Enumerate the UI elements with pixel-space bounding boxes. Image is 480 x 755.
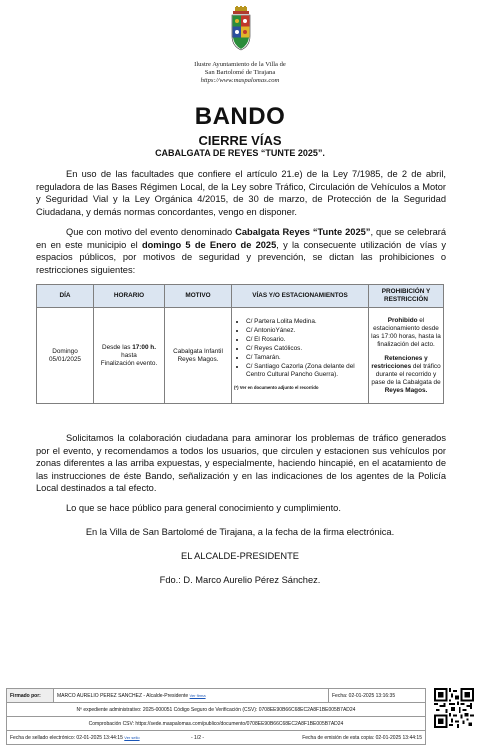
municipality-name: Ilustre Ayuntamiento de la Villa de	[194, 61, 286, 68]
municipal-crest-icon	[226, 6, 256, 52]
page-number: - 1/2 -	[190, 734, 205, 741]
list-item: • C/ Reyes Católicos.	[246, 345, 366, 353]
cell-motivo: Cabalgata Infantil Reyes Magos.	[165, 308, 232, 404]
expediente-csv: Nº expediente administrativo: 2025-000051 Código Seguro de Verificación (CSV): 0708EE90B66C68EC2A8F1BE005B7AD24	[7, 703, 426, 717]
table-row	[7, 717, 426, 731]
vias-note: (*) Ver en documento adjunto el recorrido	[234, 385, 319, 390]
copy-date: Fecha de emisión de esta copia: 02-01-2025 13:44:15	[302, 734, 422, 741]
place-date-line: En la Villa de San Bartolomé de Tirajana, a la fecha de la firma electrónica.	[85, 527, 395, 537]
list-item: • C/ Tamarán.	[246, 354, 366, 362]
paragraph-event: Que con motivo del evento denominado Cabalgata Reyes “Tunte 2025”, que se celebrará en en este municipio el domingo 5 de Enero de 2025, y la consecuente utilización de vías y espacios públicos, por motivos de seguridad y prevención, se dictan las prohibiciones o restricciones siguientes:	[36, 227, 447, 275]
header-restriccion: PROHIBICIÓN Y RESTRICCIÓN	[369, 285, 444, 308]
csv-check-link[interactable]: Comprobación CSV: https://sede.maspalomas.com/publico/documento/0708EE90B66C68EC2A8F1BE005B7AD24	[7, 717, 426, 731]
table-row	[37, 308, 444, 404]
document-title: BANDO	[194, 103, 286, 130]
electronic-signature-footer	[6, 688, 474, 750]
cell-restriction: Prohibido el estacionamiento desde las 17:00 horas, hasta la finalización del acto. Retenciones y restricciones del tráfico durante el recorrido y pase de la Cabalgata de Reyes Magos.	[369, 308, 444, 404]
table-row	[7, 689, 426, 703]
header-horario: HORARIO	[94, 285, 165, 308]
signer-role: EL ALCALDE-PRESIDENTE	[181, 551, 299, 561]
ver-firma-link[interactable]: Ver firma	[189, 692, 206, 698]
paragraph-public: Lo que se hace público para general conocimiento y cumplimiento.	[66, 503, 341, 513]
cell-day: Domingo 05/01/2025	[37, 308, 94, 404]
ver-sello-link[interactable]: Ver sello	[124, 734, 140, 740]
website-link[interactable]: https://www.maspalomas.com	[200, 77, 280, 84]
cell-time: Desde las 17:00 h. hasta Finalización evento.	[94, 308, 165, 404]
list-item: • C/ AntonioYánez.	[246, 327, 366, 335]
qr-code-icon[interactable]	[434, 688, 474, 728]
restrictions-table	[36, 284, 444, 404]
cell-vias	[232, 308, 369, 404]
table-header-row	[37, 285, 444, 308]
paragraph-legal-basis: En uso de las facultades que confiere el artículo 21.e) de la Ley 7/1985, de 2 de abril, reguladora de las Bases Régimen Local, de la Ley sobre Tráfico, Circulación de Vehículos a Motor y Seguridad Vial y la Ley Orgánica 4/2015, de 30 de marzo, de Protección de la Seguridad Ciudadana, y demás normas concordantes, vengo en disponer.	[36, 169, 446, 217]
signed-by-label: Firmado por:	[7, 689, 54, 703]
municipality-name-2: San Bartolomé de Tirajana	[204, 69, 276, 76]
seal-date: Fecha de sellado electrónico: 02-01-2025 13:44:15	[10, 734, 123, 741]
signed-by-value: MARCO AURELIO PEREZ SANCHEZ - Alcalde-Presidente Ver firma	[54, 689, 329, 703]
event-line: CABALGATA DE REYES “TUNTE 2025”.	[155, 148, 325, 158]
list-item: • C/ Partera Lolita Medina.	[246, 318, 366, 326]
list-item: • C/ Santiago Cazorla (Zona delante del Centro Cultural Pancho Guerra).	[246, 363, 366, 379]
table-row	[7, 731, 426, 745]
signature-table	[6, 688, 426, 745]
header-vias: VÍAS Y/O ESTACIONAMIENTOS	[232, 285, 369, 308]
seal-row	[7, 731, 426, 745]
header-dia: DÍA	[37, 285, 94, 308]
list-item: • C/ El Rosario.	[246, 336, 366, 344]
signer-name: Fdo.: D. Marco Aurelio Pérez Sánchez.	[159, 575, 321, 585]
header-motivo: MOTIVO	[165, 285, 232, 308]
paragraph-collaboration: Solicitamos la colaboración ciudadana para aminorar los problemas de tráfico generados por el evento, y recomendamos a todos los usuarios, que circulen y estacionen sus vehículos por zonas diferentes a las arriba expuestas, y especialmente, haciendo hincapié, en el acatamiento de las instrucciones de éste Bando, señalización y en las indicaciones de los agentes de la Policía Local destinados a tal efecto.	[36, 433, 446, 494]
document-subtitle: CIERRE VÍAS	[198, 133, 282, 148]
table-row	[7, 703, 426, 717]
signature-date: Fecha: 02-01-2025 13:16:35	[329, 689, 426, 703]
